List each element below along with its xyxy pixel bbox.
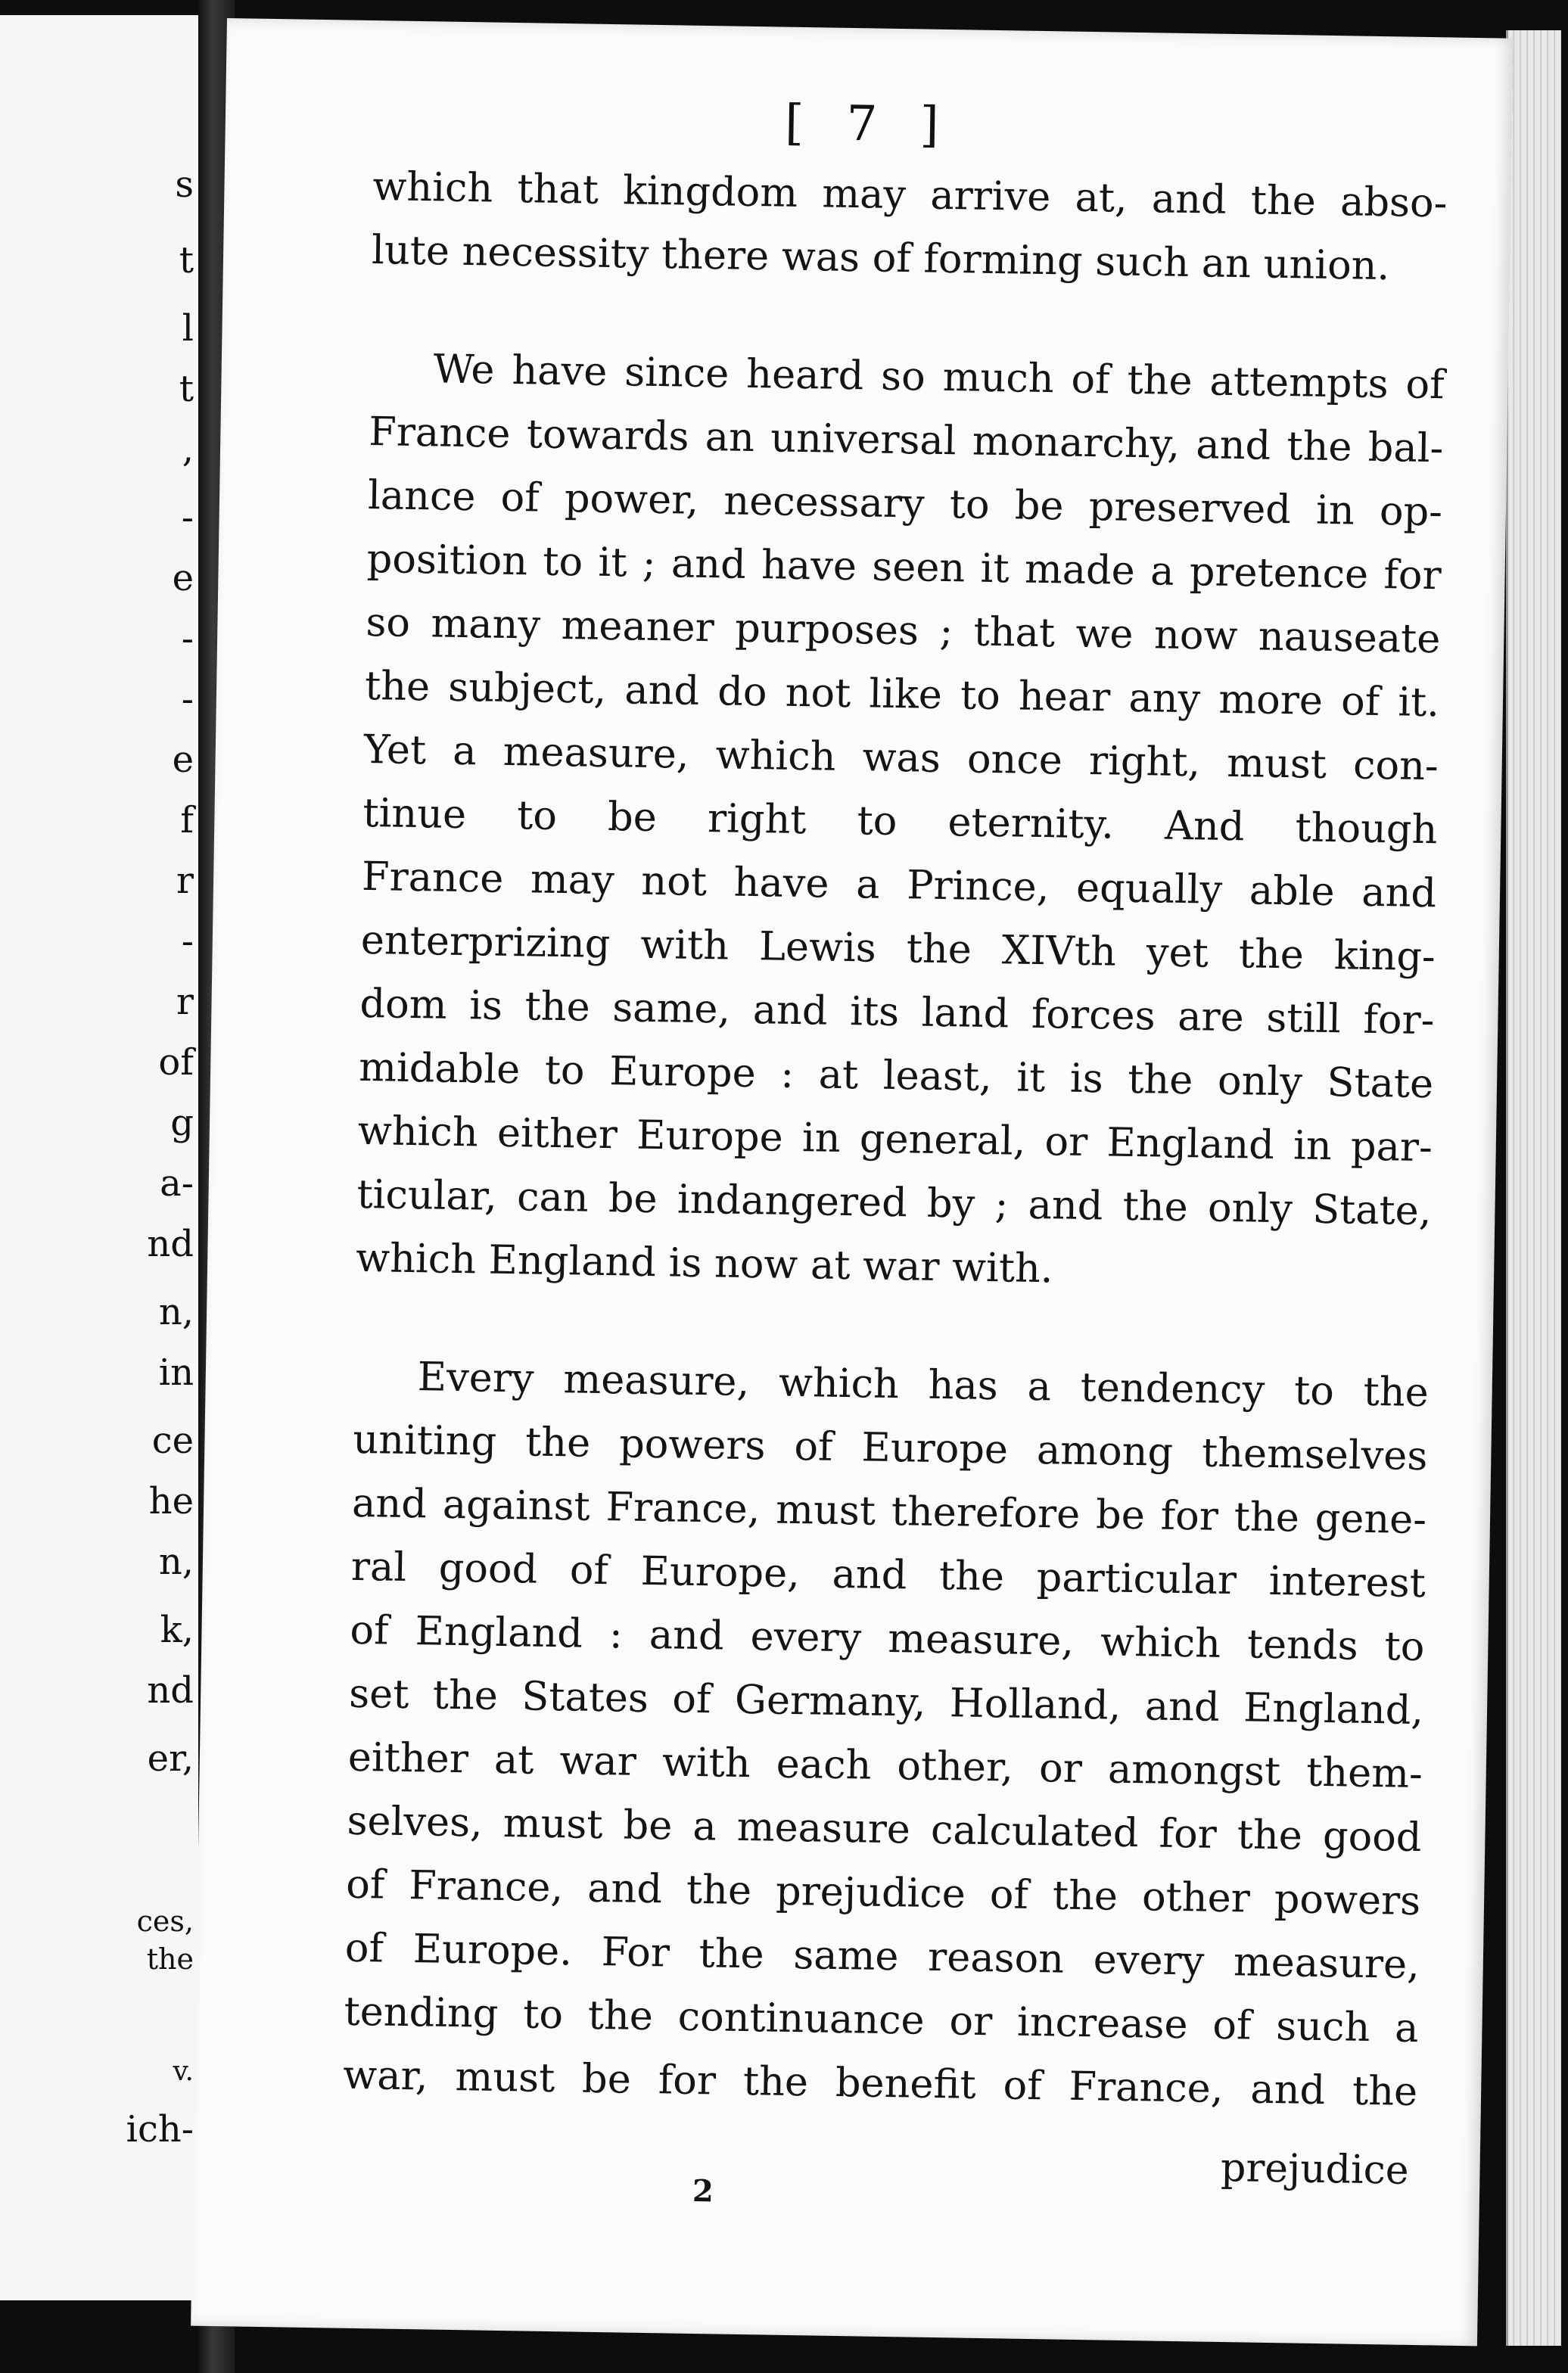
- text-line: which that kingdom may arrive at, and the abso-: [372, 163, 1448, 227]
- text-line: so many meaner purposes ; that we now nauseate: [366, 599, 1441, 663]
- paragraph-3: [343, 1345, 1430, 2124]
- previous-page-fragment: the: [146, 1942, 194, 1976]
- previous-page-fragment: g: [170, 1102, 194, 1144]
- previous-page-fragment: -: [181, 678, 194, 720]
- previous-page: [0, 15, 203, 2300]
- body-text: [343, 155, 1448, 2124]
- previous-page-fragment: r: [176, 981, 194, 1023]
- page-edges: [1506, 30, 1561, 2346]
- paragraph-2: [356, 337, 1445, 1307]
- text-line: which England is now at war with.: [355, 1234, 1053, 1292]
- text-line: set the States of Germany, Holland, and England,: [348, 1670, 1424, 1734]
- text-line: and against France, must therefore be for the gene-: [351, 1479, 1427, 1544]
- text-line: France towards an universal monarchy, and the bal-: [368, 409, 1444, 472]
- previous-page-fragment: -: [181, 496, 194, 539]
- previous-page-fragment: nd: [147, 1223, 194, 1265]
- text-line: tinue to be right to eternity. And though: [362, 789, 1438, 854]
- previous-page-fragment: v.: [173, 2056, 194, 2087]
- previous-page-fragment: nd: [147, 1669, 194, 1712]
- page-number: [ 7 ]: [784, 95, 954, 154]
- text-line: uniting the powers of Europe among themselves: [353, 1416, 1428, 1480]
- previous-page-fragment: n,: [158, 1291, 194, 1333]
- previous-page-fragment: e: [172, 739, 194, 781]
- text-line: of France, and the prejudice of the other powers: [345, 1861, 1421, 1925]
- previous-page-fragment: e: [172, 557, 194, 599]
- previous-page-fragment: ich-: [126, 2108, 194, 2151]
- text-line: the subject, and do not like to hear any more of it.: [364, 662, 1440, 726]
- previous-page-fragment: ,: [182, 428, 194, 471]
- text-line: France may not have a Prince, equally able and: [361, 853, 1437, 917]
- catchword: prejudice: [1220, 2144, 1409, 2194]
- previous-page-fragment: r: [176, 860, 194, 902]
- signature-mark: 2: [692, 2173, 714, 2210]
- text-line: Yet a measure, which was once right, must con-: [363, 726, 1439, 790]
- previous-page-fragment: er,: [147, 1737, 194, 1780]
- text-line: dom is the same, and its land forces are still for-: [359, 980, 1435, 1044]
- text-line: lance of power, necessary to be preserved in op-: [367, 472, 1443, 536]
- previous-page-fragment: he: [148, 1480, 194, 1522]
- previous-page-fragment: a-: [160, 1162, 194, 1205]
- previous-page-fragment: t: [179, 368, 194, 410]
- text-line: We have since heard so much of the attempts of: [433, 346, 1445, 409]
- previous-page-fragment: l: [182, 307, 194, 350]
- previous-page-fragment: s: [175, 163, 194, 206]
- text-line: either at war with each other, or amongst them-: [347, 1734, 1423, 1798]
- previous-page-fragment: of: [158, 1041, 194, 1084]
- text-line: enterprizing with Lewis the XIVth yet the king-: [360, 916, 1436, 981]
- text-line: lute necessity there was of forming such an union.: [371, 227, 1390, 290]
- text-line: which either Europe in general, or England in par-: [357, 1107, 1433, 1171]
- text-line: of Europe. For the same reason every measure,: [344, 1924, 1420, 1989]
- current-page: [191, 18, 1514, 2346]
- previous-page-fragment: -: [181, 617, 194, 660]
- previous-page-fragment: n,: [158, 1541, 194, 1583]
- previous-page-fragment: -: [181, 920, 194, 963]
- text-line: Every measure, which has a tendency to the: [417, 1354, 1430, 1417]
- previous-page-fragment: k,: [160, 1609, 194, 1651]
- previous-page-fragment: t: [179, 239, 194, 281]
- previous-page-fragment: in: [158, 1351, 194, 1394]
- text-line: position to it ; and have seen it made a pretence for: [366, 535, 1442, 599]
- text-line: war, must be for the benefit of France, and the: [342, 2051, 1418, 2116]
- text-line: of England : and every measure, which tends to: [350, 1606, 1425, 1671]
- text-line: ral good of Europe, and the particular interest: [350, 1543, 1426, 1607]
- previous-page-fragment: ces,: [136, 1905, 194, 1938]
- text-line: tending to the continuance or increase of such a: [344, 1988, 1419, 2052]
- previous-page-fragment: f: [180, 799, 194, 841]
- text-line: midable to Europe : at least, it is the only State: [358, 1043, 1434, 1108]
- previous-page-fragment: ce: [151, 1420, 194, 1462]
- text-line: ticular, can be indangered by ; and the only State,: [356, 1171, 1432, 1235]
- text-line: selves, must be a measure calculated for the good: [347, 1797, 1422, 1861]
- paragraph-1: [372, 155, 1448, 299]
